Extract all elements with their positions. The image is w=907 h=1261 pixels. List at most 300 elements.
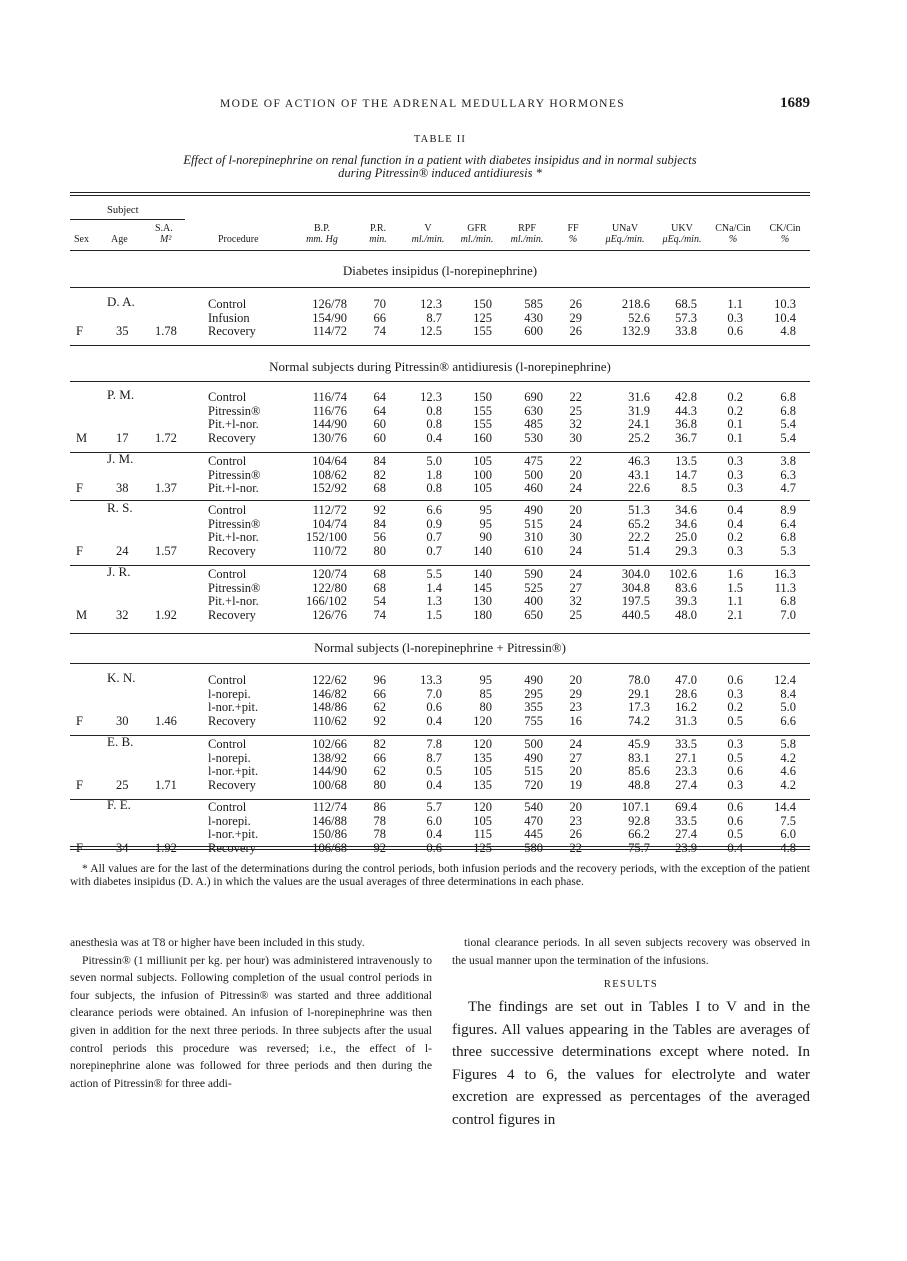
value-cell: 485 <box>524 417 543 432</box>
subject-sex: F <box>76 713 83 728</box>
caption-line-1: Effect of l-norepinephrine on renal function in a patient with diabetes insipidus and in normal subjects <box>183 153 697 167</box>
value-cell: 44.3 <box>675 403 697 418</box>
value-cell: 0.6 <box>727 324 743 339</box>
value-cell: 630 <box>524 403 543 418</box>
subject-sex: F <box>76 777 83 792</box>
table-caption <box>110 154 770 180</box>
value-cell: 120 <box>473 737 492 751</box>
value-cell: 4.2 <box>780 750 796 765</box>
subject-name: J. M. <box>107 451 134 466</box>
value-cell: 5.5 <box>426 567 442 581</box>
value-cell: 7.8 <box>426 737 442 751</box>
value-cell: 8.4 <box>780 686 796 701</box>
value-cell: 16 <box>569 713 582 728</box>
header-ff-unit: % <box>568 234 578 245</box>
value-cell: 6.6 <box>780 713 796 728</box>
value-cell: 42.8 <box>675 390 697 404</box>
subject-sex: M <box>76 430 88 445</box>
value-cell: 45.9 <box>628 737 650 751</box>
value-cell: 490 <box>524 503 543 517</box>
value-cell: 1.5 <box>727 580 743 595</box>
value-cell: 1.1 <box>727 297 743 311</box>
value-cell: 5.8 <box>780 737 796 751</box>
procedure-cell: l-nor.+pit. <box>208 827 259 842</box>
procedure-cell: Recovery <box>208 840 256 855</box>
procedure-cell: Recovery <box>208 713 256 728</box>
value-cell: 60 <box>373 417 386 432</box>
value-cell: 78 <box>373 813 386 828</box>
value-cell: 78 <box>373 827 386 842</box>
value-cell: 5.0 <box>426 454 442 468</box>
subject-sex: F <box>76 840 83 855</box>
value-cell: 0.4 <box>426 777 442 792</box>
value-cell: 4.8 <box>780 324 796 339</box>
value-cell: 6.8 <box>780 403 796 418</box>
value-cell: 26 <box>569 827 582 842</box>
value-cell: 144/90 <box>312 417 347 432</box>
value-cell: 6.0 <box>780 827 796 842</box>
value-cell: 0.3 <box>727 310 743 325</box>
value-cell: 56 <box>373 530 386 545</box>
subject-age: 24 <box>116 543 129 558</box>
left-column <box>70 934 432 1092</box>
header-ck: CK/Cin <box>769 223 801 234</box>
header-age: Age <box>111 234 128 245</box>
value-cell: 82 <box>373 467 386 482</box>
value-cell: 148/86 <box>312 700 347 715</box>
value-cell: 0.6 <box>727 813 743 828</box>
value-cell: 500 <box>524 467 543 482</box>
value-cell: 27.4 <box>675 777 697 792</box>
value-cell: 25 <box>569 403 582 418</box>
page-header <box>70 95 810 115</box>
value-cell: 33.5 <box>675 737 697 751</box>
table-rule <box>70 219 185 220</box>
value-cell: 36.8 <box>675 417 697 432</box>
value-cell: 0.4 <box>727 840 743 855</box>
right-paragraph-1: tional clearance periods. In all seven subjects recovery was observed in the usual manner upon the termination of the infusions. <box>452 936 810 967</box>
header-pr-unit: min. <box>369 234 387 245</box>
value-cell: 12.3 <box>420 390 442 404</box>
value-cell: 122/62 <box>312 673 347 687</box>
value-cell: 197.5 <box>621 594 650 609</box>
table-rule <box>70 345 810 346</box>
header-ukv-unit: μEq./min. <box>662 234 702 245</box>
value-cell: 25.2 <box>628 430 650 445</box>
value-cell: 160 <box>473 430 492 445</box>
value-cell: 24 <box>569 516 582 531</box>
value-cell: 13.5 <box>675 454 697 468</box>
value-cell: 5.4 <box>780 430 796 445</box>
value-cell: 0.3 <box>727 777 743 792</box>
value-cell: 6.4 <box>780 516 796 531</box>
header-v: V <box>424 223 432 234</box>
header-bp: B.P. <box>313 223 331 234</box>
value-cell: 23.3 <box>675 764 697 779</box>
value-cell: 23.9 <box>675 840 697 855</box>
value-cell: 66.2 <box>628 827 650 842</box>
value-cell: 0.4 <box>426 430 442 445</box>
procedure-cell: Recovery <box>208 777 256 792</box>
value-cell: 150 <box>473 297 492 311</box>
value-cell: 180 <box>473 607 492 622</box>
value-cell: 26 <box>569 324 582 339</box>
value-cell: 144/90 <box>312 764 347 779</box>
subject-sex: F <box>76 481 83 496</box>
value-cell: 0.3 <box>727 543 743 558</box>
header-sa-unit: M² <box>160 234 172 245</box>
value-cell: 1.1 <box>727 594 743 609</box>
table-rule <box>70 192 810 193</box>
value-cell: 610 <box>524 543 543 558</box>
value-cell: 57.3 <box>675 310 697 325</box>
subject-sa: 1.71 <box>155 777 177 792</box>
value-cell: 6.8 <box>780 390 796 404</box>
value-cell: 70 <box>373 297 386 311</box>
value-cell: 105 <box>473 481 492 496</box>
header-unav-unit: μEq./min. <box>605 234 645 245</box>
header-ck-unit: % <box>780 234 790 245</box>
value-cell: 39.3 <box>675 594 697 609</box>
table-rule <box>70 381 810 382</box>
value-cell: 24.1 <box>628 417 650 432</box>
value-cell: 515 <box>524 516 543 531</box>
value-cell: 6.0 <box>426 813 442 828</box>
value-cell: 126/76 <box>312 607 347 622</box>
value-cell: 6.6 <box>426 503 442 517</box>
value-cell: 19 <box>569 777 582 792</box>
value-cell: 29 <box>569 686 582 701</box>
value-cell: 68 <box>373 481 386 496</box>
value-cell: 145 <box>473 580 492 595</box>
subject-age: 25 <box>116 777 129 792</box>
value-cell: 166/102 <box>306 594 347 609</box>
value-cell: 0.4 <box>426 827 442 842</box>
subject-sa: 1.72 <box>155 430 177 445</box>
value-cell: 0.5 <box>727 827 743 842</box>
value-cell: 8.5 <box>681 481 697 496</box>
value-cell: 107.1 <box>621 800 650 814</box>
value-cell: 304.0 <box>621 567 650 581</box>
subject-age: 17 <box>116 430 129 445</box>
value-cell: 1.6 <box>727 567 743 581</box>
value-cell: 0.3 <box>727 737 743 751</box>
value-cell: 74 <box>373 324 386 339</box>
header-gfr: GFR <box>467 223 487 234</box>
header-subject: Subject <box>107 205 139 216</box>
value-cell: 110/62 <box>312 713 347 728</box>
value-cell: 4.8 <box>780 840 796 855</box>
value-cell: 590 <box>524 567 543 581</box>
value-cell: 92.8 <box>628 813 650 828</box>
value-cell: 62 <box>373 700 386 715</box>
procedure-cell: l-nor.+pit. <box>208 764 259 779</box>
procedure-cell: Pit.+l-nor. <box>208 481 259 496</box>
value-cell: 0.6 <box>426 840 442 855</box>
value-cell: 20 <box>569 764 582 779</box>
value-cell: 120 <box>473 713 492 728</box>
value-cell: 54 <box>373 594 386 609</box>
value-cell: 0.8 <box>426 417 442 432</box>
value-cell: 80 <box>373 543 386 558</box>
value-cell: 12.3 <box>420 297 442 311</box>
value-cell: 138/92 <box>312 750 347 765</box>
value-cell: 82 <box>373 737 386 751</box>
value-cell: 105 <box>473 454 492 468</box>
header-sex: Sex <box>74 234 89 245</box>
value-cell: 105 <box>473 764 492 779</box>
value-cell: 100/68 <box>312 777 347 792</box>
value-cell: 104/64 <box>312 454 347 468</box>
subject-name: F. E. <box>107 797 131 812</box>
value-cell: 4.7 <box>780 481 796 496</box>
value-cell: 24 <box>569 481 582 496</box>
value-cell: 7.0 <box>426 686 442 701</box>
value-cell: 27 <box>569 750 582 765</box>
value-cell: 400 <box>524 594 543 609</box>
procedure-cell: Control <box>208 673 247 687</box>
subject-sa: 1.92 <box>155 840 177 855</box>
value-cell: 30 <box>569 530 582 545</box>
value-cell: 17.3 <box>628 700 650 715</box>
value-cell: 152/92 <box>312 481 347 496</box>
header-rpf-unit: ml./min. <box>510 234 544 245</box>
value-cell: 20 <box>569 673 582 687</box>
value-cell: 64 <box>373 403 386 418</box>
value-cell: 755 <box>524 713 543 728</box>
value-cell: 14.4 <box>774 800 796 814</box>
value-cell: 500 <box>524 737 543 751</box>
value-cell: 1.3 <box>426 594 442 609</box>
value-cell: 5.0 <box>780 700 796 715</box>
table-rule <box>70 735 810 736</box>
value-cell: 6.8 <box>780 530 796 545</box>
value-cell: 4.2 <box>780 777 796 792</box>
value-cell: 0.7 <box>426 530 442 545</box>
value-cell: 46.3 <box>628 454 650 468</box>
value-cell: 27.4 <box>675 827 697 842</box>
subject-age: 38 <box>116 481 129 496</box>
value-cell: 0.2 <box>727 700 743 715</box>
value-cell: 24 <box>569 737 582 751</box>
value-cell: 155 <box>473 403 492 418</box>
results-paragraph: The findings are set out in Tables I to V and in the figures. All values appearing in the Tables are averages of three successive determinations except where noted. In Figures 4 to 6, the values for electrolyte and water excretion are expressed as percentages of the averaged control figures in <box>452 999 810 1128</box>
header-ff: FF <box>567 223 579 234</box>
value-cell: 85.6 <box>628 764 650 779</box>
procedure-cell: l-norepi. <box>208 813 251 828</box>
value-cell: 20 <box>569 800 582 814</box>
header-gfr-unit: ml./min. <box>460 234 494 245</box>
procedure-cell: Control <box>208 737 247 751</box>
value-cell: 92 <box>373 503 386 517</box>
value-cell: 475 <box>524 454 543 468</box>
subject-name: R. S. <box>107 500 133 515</box>
value-cell: 80 <box>479 700 492 715</box>
value-cell: 34.6 <box>675 503 697 517</box>
table-label: TABLE II <box>413 134 467 145</box>
value-cell: 580 <box>524 840 543 855</box>
value-cell: 0.4 <box>426 713 442 728</box>
value-cell: 1.5 <box>426 607 442 622</box>
table-rule <box>70 287 810 288</box>
value-cell: 20 <box>569 503 582 517</box>
subject-sex: M <box>76 607 88 622</box>
value-cell: 84 <box>373 454 386 468</box>
procedure-cell: l-nor.+pit. <box>208 700 259 715</box>
value-cell: 218.6 <box>621 297 650 311</box>
value-cell: 25.0 <box>675 530 697 545</box>
section-title: Normal subjects (l-norepinephrine + Pitressin®) <box>314 640 566 655</box>
subject-age: 30 <box>116 713 129 728</box>
value-cell: 5.7 <box>426 800 442 814</box>
value-cell: 122/80 <box>312 580 347 595</box>
value-cell: 525 <box>524 580 543 595</box>
subject-sa: 1.57 <box>155 543 177 558</box>
value-cell: 105 <box>473 813 492 828</box>
value-cell: 75.7 <box>628 840 650 855</box>
value-cell: 26 <box>569 297 582 311</box>
results-heading: RESULTS <box>603 979 659 991</box>
value-cell: 7.0 <box>780 607 796 622</box>
value-cell: 32 <box>569 594 582 609</box>
value-cell: 74.2 <box>628 713 650 728</box>
value-cell: 22 <box>569 454 582 468</box>
value-cell: 29.3 <box>675 543 697 558</box>
procedure-cell: Recovery <box>208 430 256 445</box>
value-cell: 100 <box>473 467 492 482</box>
value-cell: 86 <box>373 800 386 814</box>
procedure-cell: Pit.+l-nor. <box>208 594 259 609</box>
value-cell: 5.4 <box>780 417 796 432</box>
table-rule <box>70 565 810 566</box>
running-title: MODE OF ACTION OF THE ADRENAL MEDULLARY HORMONES <box>220 98 626 110</box>
value-cell: 0.3 <box>727 686 743 701</box>
value-cell: 0.4 <box>727 516 743 531</box>
value-cell: 22 <box>569 390 582 404</box>
value-cell: 0.1 <box>727 430 743 445</box>
procedure-cell: Control <box>208 454 247 468</box>
value-cell: 120/74 <box>312 567 347 581</box>
value-cell: 114/72 <box>312 324 347 339</box>
value-cell: 20 <box>569 467 582 482</box>
procedure-cell: Pitressin® <box>208 403 261 418</box>
table-rule <box>70 500 810 501</box>
value-cell: 27.1 <box>675 750 697 765</box>
procedure-cell: Pit.+l-nor. <box>208 417 259 432</box>
header-rpf: RPF <box>518 223 536 234</box>
value-cell: 140 <box>473 567 492 581</box>
value-cell: 0.3 <box>727 481 743 496</box>
procedure-cell: Control <box>208 567 247 581</box>
value-cell: 11.3 <box>774 580 796 595</box>
value-cell: 78.0 <box>628 673 650 687</box>
value-cell: 31.9 <box>628 403 650 418</box>
value-cell: 31.3 <box>675 713 697 728</box>
value-cell: 116/74 <box>312 390 347 404</box>
value-cell: 125 <box>473 310 492 325</box>
subject-name: D. A. <box>107 294 135 309</box>
procedure-cell: Pitressin® <box>208 516 261 531</box>
value-cell: 146/88 <box>312 813 347 828</box>
value-cell: 154/90 <box>312 310 347 325</box>
value-cell: 0.9 <box>426 516 442 531</box>
procedure-cell: Control <box>208 800 247 814</box>
value-cell: 65.2 <box>628 516 650 531</box>
value-cell: 33.8 <box>675 324 697 339</box>
value-cell: 8.7 <box>426 750 442 765</box>
value-cell: 146/82 <box>312 686 347 701</box>
header-cna: CNa/Cin <box>715 223 751 234</box>
value-cell: 0.2 <box>727 390 743 404</box>
procedure-cell: Control <box>208 503 247 517</box>
value-cell: 152/100 <box>306 530 347 545</box>
value-cell: 460 <box>524 481 543 496</box>
table-rule <box>70 452 810 453</box>
header-unav: UNaV <box>611 223 639 234</box>
value-cell: 135 <box>473 750 492 765</box>
value-cell: 92 <box>373 840 386 855</box>
value-cell: 48.8 <box>628 777 650 792</box>
value-cell: 2.1 <box>727 607 743 622</box>
header-cna-unit: % <box>728 234 738 245</box>
value-cell: 90 <box>479 530 492 545</box>
value-cell: 23 <box>569 700 582 715</box>
value-cell: 1.4 <box>426 580 442 595</box>
value-cell: 16.3 <box>774 567 796 581</box>
value-cell: 43.1 <box>628 467 650 482</box>
value-cell: 0.1 <box>727 417 743 432</box>
value-cell: 51.3 <box>628 503 650 517</box>
value-cell: 96 <box>373 673 386 687</box>
value-cell: 135 <box>473 777 492 792</box>
value-cell: 104/74 <box>312 516 347 531</box>
value-cell: 14.7 <box>675 467 697 482</box>
value-cell: 155 <box>473 324 492 339</box>
section-title: Diabetes insipidus (l-norepinephrine) <box>342 263 538 278</box>
value-cell: 62 <box>373 764 386 779</box>
subject-name: E. B. <box>107 734 134 749</box>
value-cell: 64 <box>373 390 386 404</box>
page-number: 1689 <box>780 95 810 111</box>
value-cell: 24 <box>569 543 582 558</box>
value-cell: 108/62 <box>312 467 347 482</box>
table-rule <box>70 849 810 850</box>
value-cell: 31.6 <box>628 390 650 404</box>
value-cell: 25 <box>569 607 582 622</box>
value-cell: 92 <box>373 713 386 728</box>
header-procedure: Procedure <box>218 234 259 245</box>
value-cell: 690 <box>524 390 543 404</box>
value-cell: 3.8 <box>780 454 796 468</box>
value-cell: 48.0 <box>675 607 697 622</box>
value-cell: 132.9 <box>621 324 650 339</box>
value-cell: 540 <box>524 800 543 814</box>
subject-age: 35 <box>116 324 129 339</box>
value-cell: 0.6 <box>727 673 743 687</box>
table-rule <box>70 663 810 664</box>
value-cell: 0.3 <box>727 454 743 468</box>
value-cell: 83.1 <box>628 750 650 765</box>
procedure-cell: Recovery <box>208 324 256 339</box>
value-cell: 12.4 <box>774 673 796 687</box>
section-title: Normal subjects during Pitressin® antidiuresis (l-norepinephrine) <box>269 359 611 374</box>
value-cell: 0.6 <box>727 800 743 814</box>
value-cell: 32 <box>569 417 582 432</box>
procedure-cell: l-norepi. <box>208 686 251 701</box>
value-cell: 490 <box>524 673 543 687</box>
value-cell: 585 <box>524 297 543 311</box>
value-cell: 102/66 <box>312 737 347 751</box>
